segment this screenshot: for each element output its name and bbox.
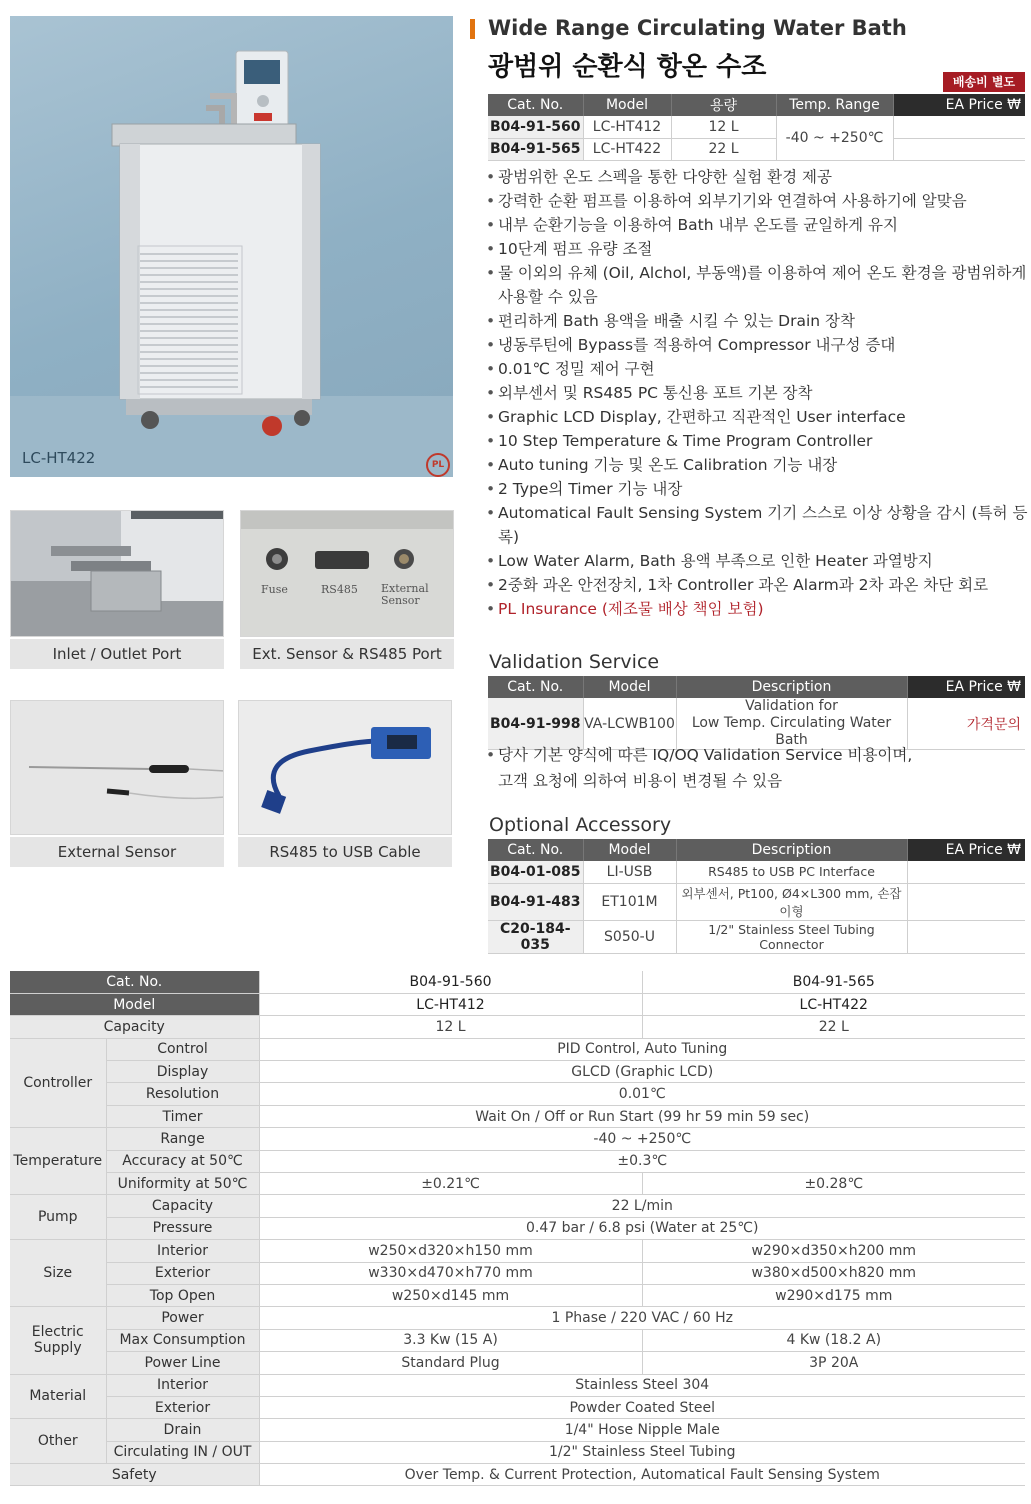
price-inquiry: 가격문의	[907, 698, 1025, 750]
spec-value: w290×d175 mm	[642, 1284, 1025, 1306]
spec-row-cat	[10, 971, 1025, 993]
note-line: 고객 요청에 의하여 비용이 변경될 수 있음	[498, 772, 783, 790]
usb-cable-caption: RS485 to USB Cable	[238, 837, 452, 867]
spec-row-mat-interior	[10, 1374, 1025, 1396]
list-item-continuation: 사용할 수 있음	[498, 288, 598, 306]
external-sensor-photo	[10, 700, 224, 835]
spec-value: 3.3 Kw (15 A)	[259, 1329, 642, 1351]
spec-label: Capacity	[106, 1195, 259, 1217]
spec-value: w380×d500×h820 mm	[642, 1262, 1025, 1284]
spec-label: Interior	[106, 1240, 259, 1262]
spec-value: Wait On / Off or Run Start (99 hr 59 min 59 sec)	[259, 1105, 1025, 1127]
list-item: • 2중화 과온 안전장치, 1차 Controller 과온 Alarm과 2차 과온 차단 회로	[484, 573, 1029, 597]
inlet-outlet-caption: Inlet / Outlet Port	[10, 639, 224, 669]
table-row	[488, 920, 1025, 953]
shipping-badge: 배송비 별도	[943, 72, 1025, 92]
spec-value: w250×d145 mm	[259, 1284, 642, 1306]
spec-row-timer	[10, 1105, 1025, 1127]
spec-row-model	[10, 993, 1025, 1015]
cat-no: B04-91-560	[488, 116, 583, 138]
accessory-table	[488, 839, 1025, 954]
model: LC-HT422	[583, 138, 671, 160]
capacity: 22 L	[671, 138, 776, 160]
spec-label: Power	[106, 1307, 259, 1329]
list-item: • Automatical Fault Sensing System 기기 스스로 이상 상황을 감시 (특허 등록)	[484, 501, 1029, 549]
spec-label: Range	[106, 1128, 259, 1150]
list-item: • Low Water Alarm, Bath 용액 부족으로 인한 Heater 과열방지	[484, 549, 1029, 573]
list-item: • 10 Step Temperature & Time Program Controller	[484, 429, 1029, 453]
spec-row-mat-exterior	[10, 1396, 1025, 1418]
table-row	[488, 138, 1025, 160]
validation-header-desc: Description	[676, 676, 907, 698]
description: 외부센서, Pt100, Ø4×L300 mm, 손잡이형	[676, 883, 907, 920]
spec-row-drain	[10, 1419, 1025, 1441]
spec-value: 22 L/min	[259, 1195, 1025, 1217]
list-item: • 물 이외의 유체 (Oil, Alchol, 부동액)를 이용하여 제어 온도 환경을 광범위하게	[484, 261, 1029, 285]
sensor-port-photo	[240, 510, 454, 637]
product-title-ko: 광범위 순환식 항온 수조	[488, 52, 767, 82]
spec-row-top-open	[10, 1284, 1025, 1306]
fuse-label: Fuse	[261, 583, 288, 596]
accessory-header-price: EA Price ₩	[907, 839, 1025, 861]
spec-row-power-line	[10, 1352, 1025, 1374]
feature-list	[484, 165, 1029, 621]
spec-value: 4 Kw (18.2 A)	[642, 1329, 1025, 1351]
spec-value: 0.01℃	[259, 1083, 1025, 1105]
description: RS485 to USB PC Interface	[676, 861, 907, 883]
spec-value: 1/2" Stainless Steel Tubing	[259, 1441, 1025, 1463]
spec-value: w330×d470×h770 mm	[259, 1262, 642, 1284]
spec-group: Temperature	[10, 1128, 106, 1195]
spec-value: 3P 20A	[642, 1352, 1025, 1374]
spec-label: Uniformity at 50℃	[106, 1173, 259, 1195]
spec-value: ±0.28℃	[642, 1173, 1025, 1195]
spec-row-pump-capacity	[10, 1195, 1025, 1217]
spec-label: Drain	[106, 1419, 259, 1441]
validation-header-model: Model	[583, 676, 676, 698]
list-item: • 광범위한 온도 스펙을 통한 다양한 실험 환경 제공	[484, 165, 1029, 189]
external-sensor-label: External Sensor	[381, 582, 429, 607]
list-item: • Auto tuning 기능 및 온도 Calibration 기능 내장	[484, 453, 1029, 477]
model: S050-U	[583, 920, 676, 953]
product-title-en: Wide Range Circulating Water Bath	[488, 16, 907, 40]
cat-no: B04-01-085	[488, 861, 583, 883]
spec-label: Model	[10, 993, 259, 1015]
pl-insurance-icon: PL	[426, 453, 450, 477]
description: 1/2" Stainless Steel Tubing Connector	[676, 920, 907, 953]
spec-value: 0.47 bar / 6.8 psi (Water at 25℃)	[259, 1217, 1025, 1239]
spec-row-display	[10, 1061, 1025, 1083]
spec-value: Powder Coated Steel	[259, 1396, 1025, 1418]
spec-group: Other	[10, 1419, 106, 1464]
spec-row-resolution	[10, 1083, 1025, 1105]
accessory-header-model: Model	[583, 839, 676, 861]
spec-label: Exterior	[106, 1396, 259, 1418]
water-bath-illustration	[10, 16, 453, 477]
spec-group: Controller	[10, 1038, 106, 1128]
spec-value: PID Control, Auto Tuning	[259, 1038, 1025, 1060]
spec-value: 12 L	[259, 1016, 642, 1038]
price-cell	[907, 883, 1025, 920]
model: LC-HT412	[583, 116, 671, 138]
spec-value: 1/4" Hose Nipple Male	[259, 1419, 1025, 1441]
price-cell	[893, 116, 1025, 138]
accessory-title: Optional Accessory	[489, 814, 672, 836]
spec-table	[10, 971, 1025, 1486]
spec-row-circulating	[10, 1441, 1025, 1463]
external-sensor-caption: External Sensor	[10, 837, 224, 867]
spec-group: Size	[10, 1240, 106, 1307]
spec-row-exterior	[10, 1262, 1025, 1284]
spec-label: Top Open	[106, 1284, 259, 1306]
list-item: • 0.01℃ 정밀 제어 구현	[484, 357, 1029, 381]
spec-row-uniformity	[10, 1173, 1025, 1195]
photo-model-label: LC-HT422	[22, 449, 96, 467]
spec-value: 1 Phase / 220 VAC / 60 Hz	[259, 1307, 1025, 1329]
inlet-outlet-photo	[10, 510, 224, 637]
price-table	[488, 94, 1025, 161]
spec-value: w250×d320×h150 mm	[259, 1240, 642, 1262]
spec-value: Over Temp. & Current Protection, Automatical Fault Sensing System	[259, 1464, 1025, 1486]
spec-row-safety	[10, 1464, 1025, 1486]
spec-row-power	[10, 1307, 1025, 1329]
spec-label: Timer	[106, 1105, 259, 1127]
cat-no: B04-91-998	[488, 698, 583, 750]
list-item: • 외부센서 및 RS485 PC 통신용 포트 기본 장착	[484, 381, 1029, 405]
validation-header-cat: Cat. No.	[488, 676, 583, 698]
spec-label: Max Consumption	[106, 1329, 259, 1351]
table-row	[488, 883, 1025, 920]
temp-range: -40 ~ +250℃	[776, 116, 893, 160]
spec-label: Pressure	[106, 1217, 259, 1239]
spec-group: Material	[10, 1374, 106, 1419]
list-item: • 강력한 순환 펌프를 이용하여 외부기기와 연결하여 사용하기에 알맞음	[484, 189, 1029, 213]
table-row	[488, 116, 1025, 138]
list-item: • 편리하게 Bath 용액을 배출 시킬 수 있는 Drain 장착	[484, 309, 1029, 333]
cat-no: C20-184-035	[488, 920, 583, 953]
accessory-header-desc: Description	[676, 839, 907, 861]
description-line: Low Temp. Circulating Water Bath	[691, 715, 892, 748]
note-line: • 당사 기본 양식에 따른 IQ/OQ Validation Service 비용이며,	[484, 742, 1024, 768]
list-item: • 10단계 펌프 유량 조절	[484, 237, 1029, 261]
spec-value: ±0.3℃	[259, 1150, 1025, 1172]
price-header-price: EA Price ₩	[893, 94, 1025, 116]
spec-label: Control	[106, 1038, 259, 1060]
price-cell	[907, 861, 1025, 883]
validation-header-price: EA Price ₩	[907, 676, 1025, 698]
spec-label: Interior	[106, 1374, 259, 1396]
accessory-header-cat: Cat. No.	[488, 839, 583, 861]
cat-no: B04-91-483	[488, 883, 583, 920]
price-header-temp: Temp. Range	[776, 94, 893, 116]
spec-label: Display	[106, 1061, 259, 1083]
spec-row-pressure	[10, 1217, 1025, 1239]
spec-value: -40 ~ +250℃	[259, 1128, 1025, 1150]
list-item: • 2 Type의 Timer 기능 내장	[484, 477, 1029, 501]
price-header-model: Model	[583, 94, 671, 116]
model: LI-USB	[583, 861, 676, 883]
spec-label: Accuracy at 50℃	[106, 1150, 259, 1172]
list-item: • 내부 순환기능을 이용하여 Bath 내부 온도를 균일하게 유지	[484, 213, 1029, 237]
model: VA-LCWB100	[583, 698, 676, 750]
list-item: • Graphic LCD Display, 간편하고 직관적인 User interface	[484, 405, 1029, 429]
table-row	[488, 861, 1025, 883]
spec-row-range	[10, 1128, 1025, 1150]
cat-no: B04-91-565	[488, 138, 583, 160]
spec-label: Exterior	[106, 1262, 259, 1284]
rs485-label: RS485	[321, 583, 358, 596]
spec-group: Pump	[10, 1195, 106, 1240]
price-cell	[893, 138, 1025, 160]
spec-value: GLCD (Graphic LCD)	[259, 1061, 1025, 1083]
price-cell	[907, 920, 1025, 953]
price-header-cat: Cat. No.	[488, 94, 583, 116]
spec-label: Cat. No.	[10, 971, 259, 993]
sensor-port-caption: Ext. Sensor & RS485 Port	[240, 639, 454, 669]
spec-value: LC-HT412	[259, 993, 642, 1015]
spec-value: LC-HT422	[642, 993, 1025, 1015]
usb-cable-photo	[238, 700, 452, 835]
list-item-pl-insurance: • PL Insurance (제조물 배상 책임 보험)	[484, 597, 1029, 621]
spec-row-interior	[10, 1240, 1025, 1262]
spec-label: Capacity	[10, 1016, 259, 1038]
spec-row-control	[10, 1038, 1025, 1060]
description-line: Validation for	[745, 698, 838, 714]
spec-label: Circulating IN / OUT	[106, 1441, 259, 1463]
model: ET101M	[583, 883, 676, 920]
spec-value: B04-91-565	[642, 971, 1025, 993]
spec-row-max-consumption	[10, 1329, 1025, 1351]
validation-table	[488, 676, 1025, 750]
spec-group: Electric Supply	[10, 1307, 106, 1374]
spec-label: Safety	[10, 1464, 259, 1486]
spec-value: 22 L	[642, 1016, 1025, 1038]
list-item: • 냉동루틴에 Bypass를 적용하여 Compressor 내구성 증대	[484, 333, 1029, 357]
spec-value: Standard Plug	[259, 1352, 642, 1374]
spec-label: Power Line	[106, 1352, 259, 1374]
validation-title: Validation Service	[489, 651, 660, 673]
spec-row-accuracy	[10, 1150, 1025, 1172]
spec-value: Stainless Steel 304	[259, 1374, 1025, 1396]
spec-row-capacity	[10, 1016, 1025, 1038]
validation-note	[484, 742, 1024, 794]
price-header-capacity: 용량	[671, 94, 776, 116]
spec-value: ±0.21℃	[259, 1173, 642, 1195]
spec-label: Resolution	[106, 1083, 259, 1105]
spec-value: w290×d350×h200 mm	[642, 1240, 1025, 1262]
product-main-photo	[10, 16, 453, 477]
capacity: 12 L	[671, 116, 776, 138]
spec-value: B04-91-560	[259, 971, 642, 993]
